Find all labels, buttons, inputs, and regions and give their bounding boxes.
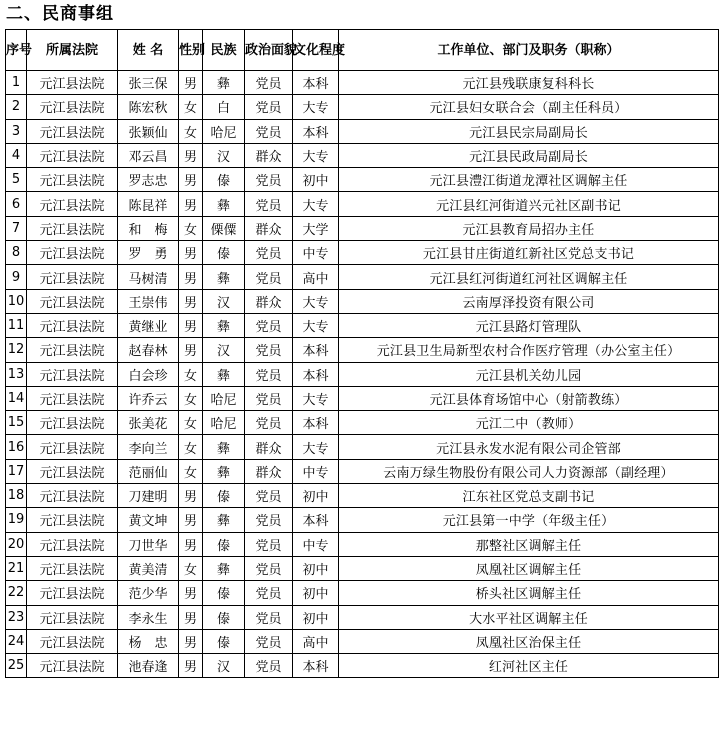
cell-job: 凤凰社区调解主任 [339,556,719,580]
cell-education: 初中 [293,556,339,580]
cell-court: 元江县法院 [27,484,118,508]
cell-gender: 女 [179,411,203,435]
cell-gender: 女 [179,386,203,410]
cell-education: 大专 [293,143,339,167]
cell-index: 3 [6,119,27,143]
cell-court: 元江县法院 [27,192,118,216]
cell-gender: 男 [179,241,203,265]
cell-index: 15 [6,411,27,435]
cell-ethnicity: 彝 [203,71,245,95]
cell-politics: 党员 [245,362,293,386]
cell-gender: 男 [179,143,203,167]
cell-gender: 女 [179,95,203,119]
cell-ethnicity: 汉 [203,289,245,313]
cell-ethnicity: 傣 [203,168,245,192]
cell-education: 本科 [293,71,339,95]
cell-ethnicity: 哈尼 [203,411,245,435]
table-row [6,143,719,167]
cell-name: 白会珍 [118,362,179,386]
cell-gender: 男 [179,654,203,678]
cell-ethnicity: 哈尼 [203,119,245,143]
cell-politics: 党员 [245,168,293,192]
cell-job: 元江县澧江街道龙潭社区调解主任 [339,168,719,192]
cell-court: 元江县法院 [27,313,118,337]
cell-education: 本科 [293,338,339,362]
table-row [6,241,719,265]
cell-ethnicity: 彝 [203,435,245,459]
cell-job: 元江县体育场馆中心（射箭教练） [339,386,719,410]
cell-name: 黄文坤 [118,508,179,532]
table-row [6,508,719,532]
table-row [6,532,719,556]
cell-ethnicity: 彝 [203,556,245,580]
cell-court: 元江县法院 [27,581,118,605]
cell-name: 刀建明 [118,484,179,508]
cell-job: 元江县残联康复科科长 [339,71,719,95]
cell-gender: 男 [179,605,203,629]
cell-ethnicity: 彝 [203,508,245,532]
cell-index: 25 [6,654,27,678]
cell-education: 初中 [293,581,339,605]
cell-job: 元江县红河街道兴元社区副书记 [339,192,719,216]
cell-gender: 女 [179,459,203,483]
cell-index: 6 [6,192,27,216]
cell-job: 元江县民政局副局长 [339,143,719,167]
cell-name: 陈昆祥 [118,192,179,216]
cell-job: 那整社区调解主任 [339,532,719,556]
cell-politics: 党员 [245,532,293,556]
cell-education: 中专 [293,532,339,556]
cell-name: 王崇伟 [118,289,179,313]
cell-job: 元江县红河街道红河社区调解主任 [339,265,719,289]
cell-court: 元江县法院 [27,216,118,240]
cell-gender: 男 [179,581,203,605]
cell-name: 张美花 [118,411,179,435]
table-row [6,95,719,119]
cell-gender: 女 [179,556,203,580]
table-row [6,556,719,580]
cell-name: 黄继业 [118,313,179,337]
cell-index: 24 [6,629,27,653]
cell-job: 元江县机关幼儿园 [339,362,719,386]
cell-education: 大专 [293,289,339,313]
cell-politics: 党员 [245,192,293,216]
juror-roster-table [5,29,719,678]
cell-index: 17 [6,459,27,483]
table-row [6,289,719,313]
cell-court: 元江县法院 [27,241,118,265]
table-header-row [6,30,719,71]
cell-politics: 群众 [245,289,293,313]
cell-name: 范少华 [118,581,179,605]
cell-index: 2 [6,95,27,119]
cell-politics: 党员 [245,338,293,362]
header-index: 序号 [6,30,27,71]
cell-index: 8 [6,241,27,265]
cell-court: 元江县法院 [27,168,118,192]
cell-index: 9 [6,265,27,289]
cell-politics: 党员 [245,241,293,265]
table-row [6,313,719,337]
cell-education: 大学 [293,216,339,240]
cell-court: 元江县法院 [27,654,118,678]
cell-court: 元江县法院 [27,265,118,289]
table-row [6,338,719,362]
table-row [6,484,719,508]
cell-education: 初中 [293,168,339,192]
cell-gender: 男 [179,313,203,337]
header-job: 工作单位、部门及职务（职称） [339,30,719,71]
table-row [6,119,719,143]
cell-politics: 党员 [245,581,293,605]
table-row [6,411,719,435]
table-row [6,192,719,216]
cell-gender: 女 [179,435,203,459]
table-row [6,459,719,483]
cell-education: 大专 [293,192,339,216]
table-row [6,654,719,678]
cell-job: 元江县第一中学（年级主任） [339,508,719,532]
cell-education: 本科 [293,508,339,532]
cell-politics: 党员 [245,508,293,532]
table-row [6,629,719,653]
header-name: 姓 名 [118,30,179,71]
cell-politics: 党员 [245,654,293,678]
cell-job: 江东社区党总支副书记 [339,484,719,508]
cell-name: 许乔云 [118,386,179,410]
cell-education: 中专 [293,459,339,483]
cell-ethnicity: 汉 [203,143,245,167]
cell-education: 高中 [293,629,339,653]
cell-job: 元江县卫生局新型农村合作医疗管理（办公室主任） [339,338,719,362]
cell-ethnicity: 汉 [203,338,245,362]
cell-index: 18 [6,484,27,508]
cell-name: 刀世华 [118,532,179,556]
cell-job: 红河社区主任 [339,654,719,678]
cell-ethnicity: 汉 [203,654,245,678]
cell-court: 元江县法院 [27,71,118,95]
cell-gender: 男 [179,265,203,289]
cell-gender: 男 [179,484,203,508]
cell-name: 和 梅 [118,216,179,240]
cell-ethnicity: 彝 [203,265,245,289]
cell-name: 黄美清 [118,556,179,580]
cell-job: 凤凰社区治保主任 [339,629,719,653]
cell-politics: 党员 [245,556,293,580]
table-row [6,581,719,605]
cell-name: 罗 勇 [118,241,179,265]
cell-court: 元江县法院 [27,362,118,386]
cell-court: 元江县法院 [27,386,118,410]
cell-politics: 党员 [245,386,293,410]
cell-name: 杨 忠 [118,629,179,653]
cell-index: 23 [6,605,27,629]
cell-education: 大专 [293,95,339,119]
cell-gender: 男 [179,289,203,313]
cell-education: 高中 [293,265,339,289]
cell-job: 元江县民宗局副局长 [339,119,719,143]
header-court: 所属法院 [27,30,118,71]
cell-job: 大水平社区调解主任 [339,605,719,629]
cell-politics: 党员 [245,629,293,653]
cell-politics: 群众 [245,459,293,483]
cell-gender: 男 [179,71,203,95]
cell-education: 本科 [293,654,339,678]
cell-politics: 党员 [245,411,293,435]
cell-ethnicity: 白 [203,95,245,119]
cell-politics: 群众 [245,143,293,167]
table-row [6,265,719,289]
cell-education: 初中 [293,484,339,508]
cell-index: 11 [6,313,27,337]
cell-ethnicity: 彝 [203,192,245,216]
cell-name: 张三保 [118,71,179,95]
cell-gender: 男 [179,338,203,362]
cell-politics: 党员 [245,484,293,508]
cell-name: 赵春林 [118,338,179,362]
header-education: 文化程度 [293,30,339,71]
cell-ethnicity: 彝 [203,459,245,483]
cell-name: 张颖仙 [118,119,179,143]
cell-gender: 男 [179,629,203,653]
cell-politics: 党员 [245,313,293,337]
cell-politics: 群众 [245,435,293,459]
cell-education: 本科 [293,119,339,143]
cell-gender: 男 [179,168,203,192]
cell-index: 12 [6,338,27,362]
table-row [6,216,719,240]
cell-name: 陈宏秋 [118,95,179,119]
cell-ethnicity: 傣 [203,605,245,629]
cell-gender: 女 [179,362,203,386]
cell-politics: 党员 [245,605,293,629]
cell-politics: 党员 [245,71,293,95]
cell-politics: 党员 [245,119,293,143]
cell-name: 李永生 [118,605,179,629]
section-title: 二、民商事组 [6,4,114,24]
cell-court: 元江县法院 [27,411,118,435]
cell-ethnicity: 傣 [203,532,245,556]
cell-court: 元江县法院 [27,532,118,556]
cell-ethnicity: 傣 [203,241,245,265]
cell-court: 元江县法院 [27,508,118,532]
table-row [6,435,719,459]
cell-job: 元江县妇女联合会（副主任科员） [339,95,719,119]
cell-education: 大专 [293,435,339,459]
table-body [6,71,719,678]
cell-index: 14 [6,386,27,410]
cell-education: 大专 [293,313,339,337]
cell-name: 池春逢 [118,654,179,678]
table-row [6,605,719,629]
cell-court: 元江县法院 [27,605,118,629]
cell-court: 元江县法院 [27,289,118,313]
cell-ethnicity: 彝 [203,313,245,337]
cell-education: 大专 [293,386,339,410]
cell-court: 元江县法院 [27,338,118,362]
cell-ethnicity: 彝 [203,362,245,386]
cell-index: 1 [6,71,27,95]
cell-job: 元江二中（教师） [339,411,719,435]
cell-name: 范丽仙 [118,459,179,483]
header-gender: 性别 [179,30,203,71]
cell-index: 21 [6,556,27,580]
cell-index: 4 [6,143,27,167]
table-row [6,362,719,386]
cell-index: 22 [6,581,27,605]
cell-index: 16 [6,435,27,459]
cell-politics: 群众 [245,216,293,240]
cell-ethnicity: 傣 [203,484,245,508]
cell-name: 马树清 [118,265,179,289]
cell-gender: 男 [179,532,203,556]
header-politics: 政治面貌 [245,30,293,71]
cell-name: 李向兰 [118,435,179,459]
cell-ethnicity: 傣 [203,629,245,653]
cell-job: 云南万绿生物股份有限公司人力资源部（副经理） [339,459,719,483]
cell-education: 本科 [293,362,339,386]
cell-gender: 女 [179,119,203,143]
cell-name: 邓云昌 [118,143,179,167]
cell-index: 20 [6,532,27,556]
cell-ethnicity: 傈僳 [203,216,245,240]
cell-job: 元江县路灯管理队 [339,313,719,337]
cell-gender: 男 [179,508,203,532]
cell-court: 元江县法院 [27,459,118,483]
cell-job: 云南厚泽投资有限公司 [339,289,719,313]
cell-name: 罗志忠 [118,168,179,192]
table-row [6,71,719,95]
cell-court: 元江县法院 [27,95,118,119]
cell-education: 中专 [293,241,339,265]
table-row [6,386,719,410]
cell-index: 7 [6,216,27,240]
cell-court: 元江县法院 [27,556,118,580]
cell-job: 元江县永发水泥有限公司企管部 [339,435,719,459]
cell-job: 桥头社区调解主任 [339,581,719,605]
cell-education: 本科 [293,411,339,435]
cell-index: 19 [6,508,27,532]
cell-court: 元江县法院 [27,435,118,459]
cell-job: 元江县教育局招办主任 [339,216,719,240]
cell-education: 初中 [293,605,339,629]
cell-court: 元江县法院 [27,629,118,653]
header-ethnicity: 民族 [203,30,245,71]
cell-politics: 党员 [245,95,293,119]
table-row [6,168,719,192]
cell-court: 元江县法院 [27,119,118,143]
cell-ethnicity: 傣 [203,581,245,605]
cell-gender: 男 [179,192,203,216]
cell-index: 5 [6,168,27,192]
cell-job: 元江县甘庄街道红新社区党总支书记 [339,241,719,265]
cell-gender: 女 [179,216,203,240]
cell-court: 元江县法院 [27,143,118,167]
cell-index: 13 [6,362,27,386]
cell-ethnicity: 哈尼 [203,386,245,410]
cell-politics: 党员 [245,265,293,289]
cell-index: 10 [6,289,27,313]
